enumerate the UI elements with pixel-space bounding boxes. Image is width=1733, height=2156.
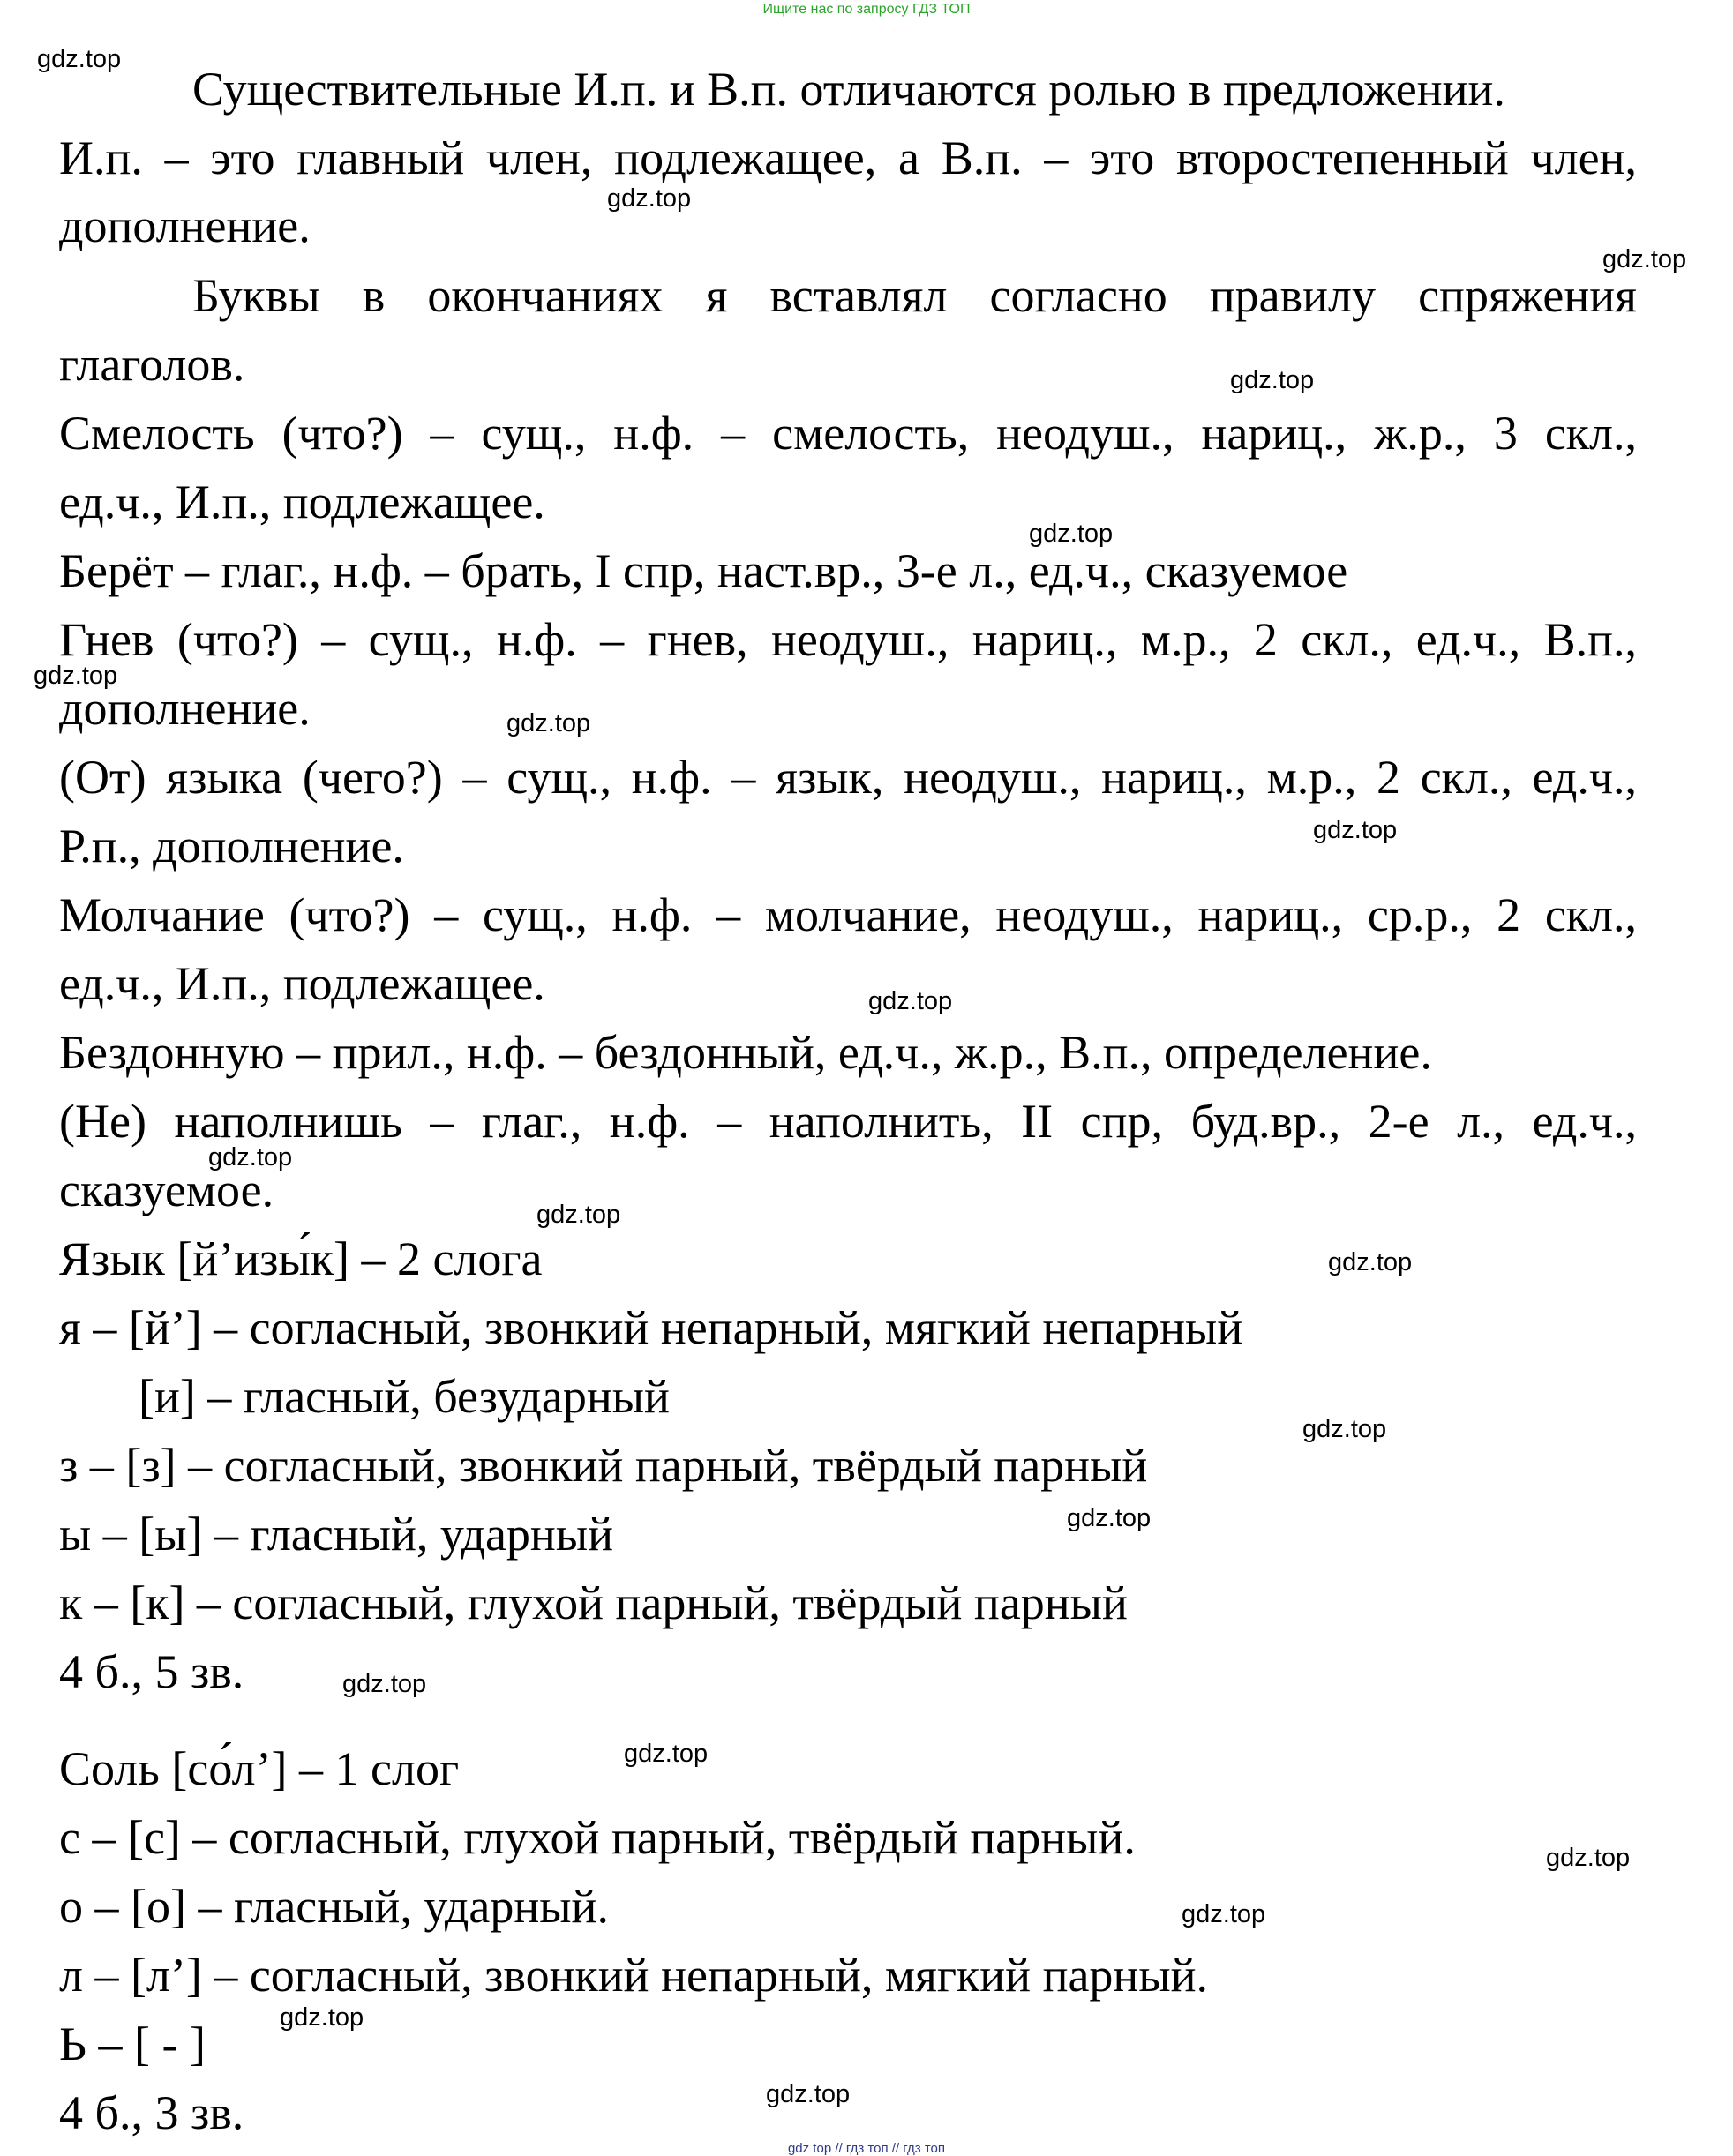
watermark: gdz.top bbox=[536, 1201, 621, 1229]
text-line: Смелость (что?) – сущ., н.ф. – смелость, неодуш., нариц., ж.р., 3 скл., bbox=[59, 407, 1637, 460]
text-line: Ь – [ - ] bbox=[59, 2018, 206, 2070]
text-line: 4 б., 3 зв. bbox=[59, 2086, 244, 2139]
watermark: gdz.top bbox=[37, 45, 122, 73]
text-line: дополнение. bbox=[59, 199, 311, 252]
watermark: gdz.top bbox=[506, 709, 591, 737]
text-line: (От) языка (чего?) – сущ., н.ф. – язык, неодуш., нариц., м.р., 2 скл., ед.ч., bbox=[59, 751, 1637, 804]
text-line: с – [с] – согласный, глухой парный, твёрдый парный. bbox=[59, 1811, 1136, 1864]
text-line: ы – [ы] – гласный, ударный bbox=[59, 1508, 614, 1561]
text-line: [и] – гласный, безударный bbox=[139, 1370, 670, 1423]
watermark: gdz.top bbox=[342, 1670, 427, 1698]
watermark: gdz.top bbox=[1328, 1248, 1413, 1276]
watermark: gdz.top bbox=[766, 2080, 851, 2108]
watermark: gdz.top bbox=[34, 662, 118, 690]
text-line: ед.ч., И.п., подлежащее. bbox=[59, 475, 545, 528]
watermark: gdz.top bbox=[1602, 245, 1687, 273]
watermark: gdz.top bbox=[1067, 1504, 1152, 1532]
watermark: gdz.top bbox=[280, 2003, 364, 2032]
header-note: Ищите нас по запросу ГДЗ ТОП bbox=[762, 2, 971, 17]
watermark: gdz.top bbox=[1313, 816, 1398, 844]
text-line: И.п. – это главный член, подлежащее, а В.п. – это второстепенный член, bbox=[59, 131, 1637, 184]
text-line: дополнение. bbox=[59, 682, 311, 735]
text-line: глаголов. bbox=[59, 338, 245, 391]
text-line: Бездонную – прил., н.ф. – бездонный, ед.ч., ж.р., В.п., определение. bbox=[59, 1026, 1432, 1079]
text-line: Молчание (что?) – сущ., н.ф. – молчание, неодуш., нариц., ср.р., 2 скл., bbox=[59, 888, 1637, 941]
watermark: gdz.top bbox=[1182, 1900, 1266, 1928]
text-line: Буквы в окончаниях я вставлял согласно правилу спряжения bbox=[192, 269, 1637, 322]
text-line: к – [к] – согласный, глухой парный, твёрдый парный bbox=[59, 1576, 1128, 1629]
footer-note: gdz top // гдз топ // гдз топ bbox=[787, 2141, 946, 2156]
watermark: gdz.top bbox=[1546, 1844, 1631, 1872]
text-line: Гнев (что?) – сущ., н.ф. – гнев, неодуш., нариц., м.р., 2 скл., ед.ч., В.п., bbox=[59, 613, 1637, 666]
text-line: Р.п., дополнение. bbox=[59, 820, 404, 872]
watermark: gdz.top bbox=[1230, 366, 1315, 394]
text-line: Соль [со́л’] – 1 слог bbox=[59, 1742, 460, 1795]
text-line: я – [й’] – согласный, звонкий непарный, мягкий непарный bbox=[59, 1301, 1243, 1354]
text-line: Берёт – глаг., н.ф. – брать, I спр, наст.вр., 3-е л., ед.ч., сказуемое bbox=[59, 544, 1348, 597]
text-line: ед.ч., И.п., подлежащее. bbox=[59, 957, 545, 1010]
text-line: л – [л’] – согласный, звонкий непарный, мягкий парный. bbox=[59, 1949, 1209, 2002]
watermark: gdz.top bbox=[607, 184, 692, 213]
text-line: о – [о] – гласный, ударный. bbox=[59, 1880, 609, 1933]
text-line: 4 б., 5 зв. bbox=[59, 1645, 244, 1698]
text-line: (Не) наполнишь – глаг., н.ф. – наполнить, II спр, буд.вр., 2-е л., ед.ч., bbox=[59, 1095, 1637, 1148]
text-line: сказуемое. bbox=[59, 1164, 274, 1216]
watermark: gdz.top bbox=[1029, 520, 1114, 548]
watermark: gdz.top bbox=[624, 1740, 709, 1768]
text-line: Существительные И.п. и В.п. отличаются ролью в предложении. bbox=[192, 63, 1505, 116]
text-line: з – [з] – согласный, звонкий парный, твёрдый парный bbox=[59, 1439, 1148, 1492]
watermark: gdz.top bbox=[868, 987, 953, 1015]
watermark: gdz.top bbox=[208, 1143, 293, 1172]
text-line: Язык [й’изы́к] – 2 слога bbox=[59, 1232, 543, 1285]
watermark: gdz.top bbox=[1302, 1415, 1387, 1443]
